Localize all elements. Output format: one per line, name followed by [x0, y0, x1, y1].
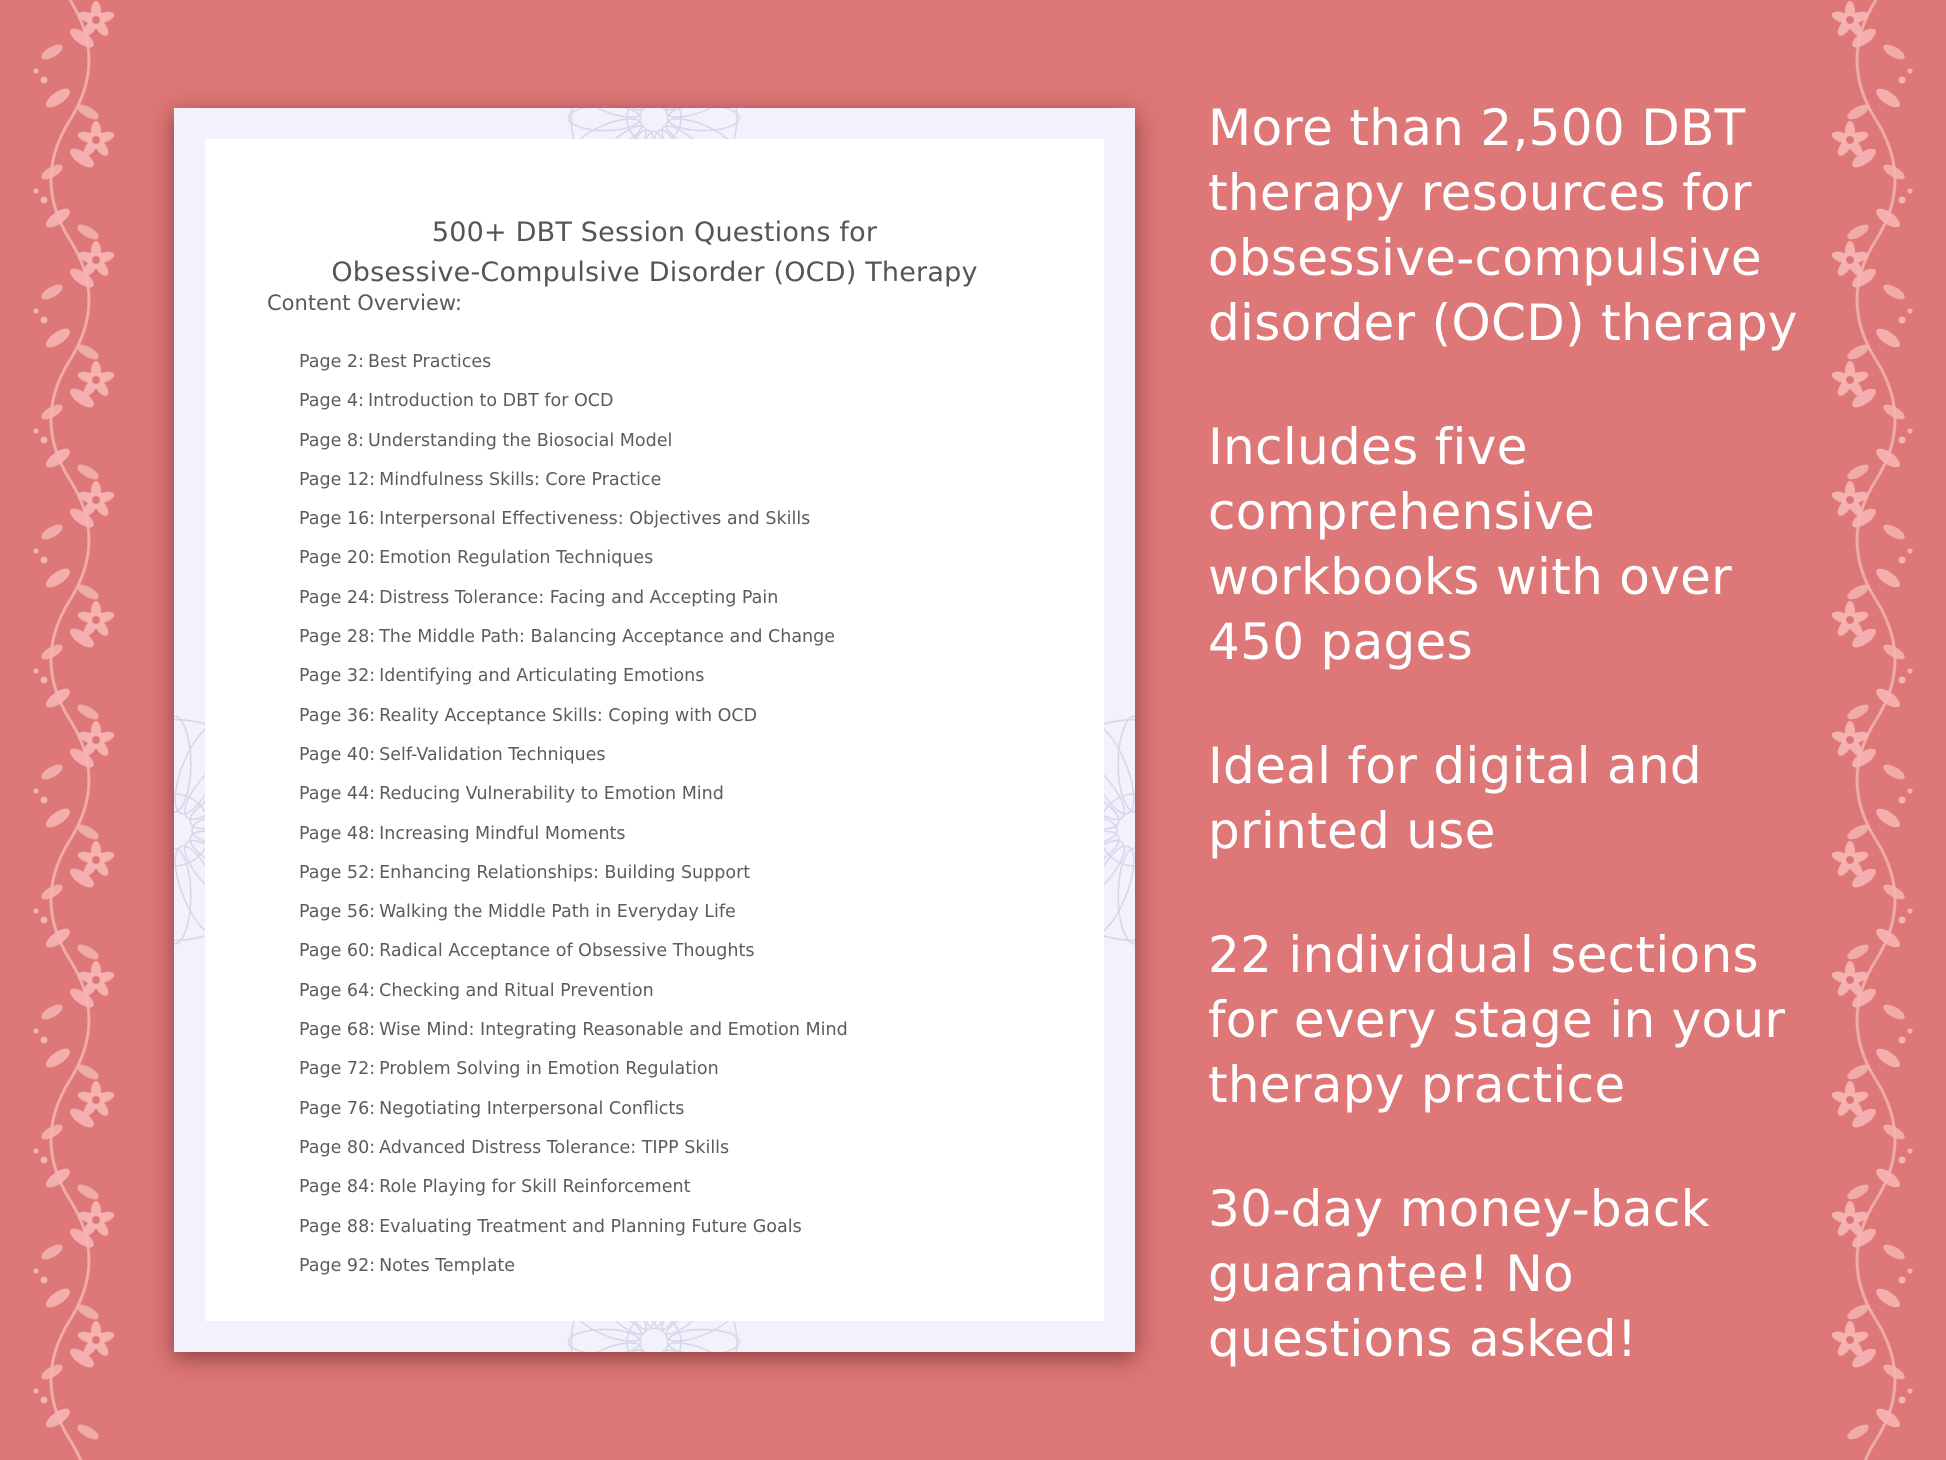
floral-vine-left-border	[0, 0, 140, 1460]
toc-item	[299, 932, 848, 971]
toc-page-number: Page 20:	[299, 548, 376, 569]
toc-section-title: Negotiating Interpersonal Conflicts	[379, 1098, 685, 1119]
feature-line: guarantee! No	[1208, 1245, 1574, 1303]
document-title	[205, 213, 1104, 293]
toc-item	[299, 461, 848, 500]
toc-section-title: Mindfulness Skills: Core Practice	[379, 469, 662, 490]
toc-item	[299, 1247, 848, 1286]
toc-page-number: Page 84:	[299, 1177, 376, 1198]
document-title-line-1: 500+ DBT Session Questions for	[431, 217, 878, 248]
feature-point	[1208, 734, 1828, 864]
toc-section-title: Advanced Distress Tolerance: TIPP Skills	[379, 1137, 730, 1158]
toc-page-number: Page 32:	[299, 666, 376, 687]
toc-item	[299, 736, 848, 775]
toc-item	[299, 1129, 848, 1168]
toc-item	[299, 539, 848, 578]
toc-section-title: Radical Acceptance of Obsessive Thoughts	[379, 941, 755, 962]
toc-item	[299, 579, 848, 618]
toc-page-number: Page 72:	[299, 1059, 376, 1080]
toc-page-number: Page 40:	[299, 744, 376, 765]
toc-item	[299, 1168, 848, 1207]
feature-line: Includes five	[1208, 418, 1528, 476]
feature-line: disorder (OCD) therapy	[1208, 294, 1798, 352]
toc-item	[299, 343, 848, 382]
toc-page-number: Page 56:	[299, 902, 376, 923]
toc-item	[299, 657, 848, 696]
feature-line: comprehensive	[1208, 483, 1596, 541]
toc-item	[299, 500, 848, 539]
feature-list	[1208, 96, 1828, 1431]
toc-page-number: Page 36:	[299, 705, 376, 726]
feature-line: 22 individual sections	[1208, 926, 1759, 984]
toc-section-title: Emotion Regulation Techniques	[379, 548, 654, 569]
feature-line: 30-day money-back	[1208, 1180, 1710, 1238]
toc-page-number: Page 2:	[299, 352, 364, 372]
feature-point	[1208, 96, 1828, 356]
toc-page-number: Page 24:	[299, 587, 376, 608]
toc-item	[299, 422, 848, 461]
toc-item	[299, 1011, 848, 1050]
toc-item	[299, 697, 848, 736]
toc-page-number: Page 60:	[299, 941, 376, 962]
toc-page-number: Page 16:	[299, 509, 376, 530]
toc-page-number: Page 4:	[299, 391, 364, 412]
toc-section-title: Introduction to DBT for OCD	[367, 391, 614, 412]
toc-section-title: Interpersonal Effectiveness: Objectives and Skills	[379, 509, 811, 530]
document-title-line-2: Obsessive-Compulsive Disorder (OCD) Therapy	[331, 257, 978, 288]
toc-section-title: Distress Tolerance: Facing and Accepting Pain	[379, 587, 779, 608]
toc-item	[299, 1090, 848, 1129]
feature-line: therapy resources for	[1208, 164, 1752, 222]
toc-page-number: Page 64:	[299, 980, 376, 1001]
feature-line: printed use	[1208, 802, 1496, 860]
toc-page-number: Page 44:	[299, 784, 376, 805]
toc-section-title: Reality Acceptance Skills: Coping with OCD	[379, 705, 758, 726]
feature-line: Ideal for digital and	[1208, 737, 1702, 795]
feature-line: More than 2,500 DBT	[1208, 99, 1746, 157]
toc-section-title: Evaluating Treatment and Planning Future Goals	[379, 1216, 802, 1237]
toc-section-title: Notes Template	[379, 1255, 516, 1276]
feature-line: therapy practice	[1208, 1056, 1626, 1114]
toc-section-title: Walking the Middle Path in Everyday Life	[379, 902, 736, 923]
toc-page-number: Page 68:	[299, 1020, 376, 1041]
content-overview-heading: Content Overview:	[267, 291, 462, 315]
toc-section-title: Enhancing Relationships: Building Support	[379, 862, 751, 883]
toc-item	[299, 972, 848, 1011]
toc-page-number: Page 80:	[299, 1137, 376, 1158]
toc-item	[299, 815, 848, 854]
feature-point	[1208, 415, 1828, 675]
toc-section-title: Self-Validation Techniques	[379, 744, 606, 765]
toc-page-number: Page 76:	[299, 1098, 376, 1119]
toc-page-number: Page 88:	[299, 1216, 376, 1237]
feature-line: 450 pages	[1208, 613, 1473, 671]
feature-point	[1208, 923, 1828, 1118]
toc-item	[299, 382, 848, 421]
toc-item	[299, 618, 848, 657]
toc-page-number: Page 52:	[299, 862, 376, 883]
toc-item	[299, 1050, 848, 1089]
toc-section-title: Identifying and Articulating Emotions	[379, 666, 705, 687]
toc-section-title: Checking and Ritual Prevention	[379, 980, 654, 1001]
feature-point	[1208, 1177, 1828, 1372]
toc-item	[299, 1208, 848, 1247]
toc-section-title: Problem Solving in Emotion Regulation	[379, 1059, 719, 1080]
toc-page-number: Page 28:	[299, 627, 376, 648]
toc-section-title: Role Playing for Skill Reinforcement	[379, 1177, 691, 1198]
toc-page-number: Page 8:	[299, 430, 364, 451]
toc-section-title: The Middle Path: Balancing Acceptance and Change	[379, 627, 836, 648]
feature-line: workbooks with over	[1208, 548, 1732, 606]
feature-line: for every stage in your	[1208, 991, 1786, 1049]
toc-section-title: Reducing Vulnerability to Emotion Mind	[379, 784, 724, 805]
toc-section-title: Increasing Mindful Moments	[379, 823, 626, 844]
document-page-content	[205, 139, 1104, 1321]
toc-page-number: Page 12:	[299, 469, 376, 490]
toc-item	[299, 893, 848, 932]
toc-page-number: Page 92:	[299, 1255, 376, 1276]
feature-line: obsessive-compulsive	[1208, 229, 1762, 287]
document-preview-page	[174, 108, 1135, 1352]
feature-line: questions asked!	[1208, 1310, 1638, 1368]
toc-section-title: Best Practices	[367, 352, 492, 372]
toc-page-number: Page 48:	[299, 823, 376, 844]
table-of-contents	[299, 343, 848, 1286]
toc-item	[299, 775, 848, 814]
toc-section-title: Understanding the Biosocial Model	[367, 430, 673, 451]
toc-item	[299, 854, 848, 893]
toc-section-title: Wise Mind: Integrating Reasonable and Emotion Mind	[379, 1020, 848, 1041]
